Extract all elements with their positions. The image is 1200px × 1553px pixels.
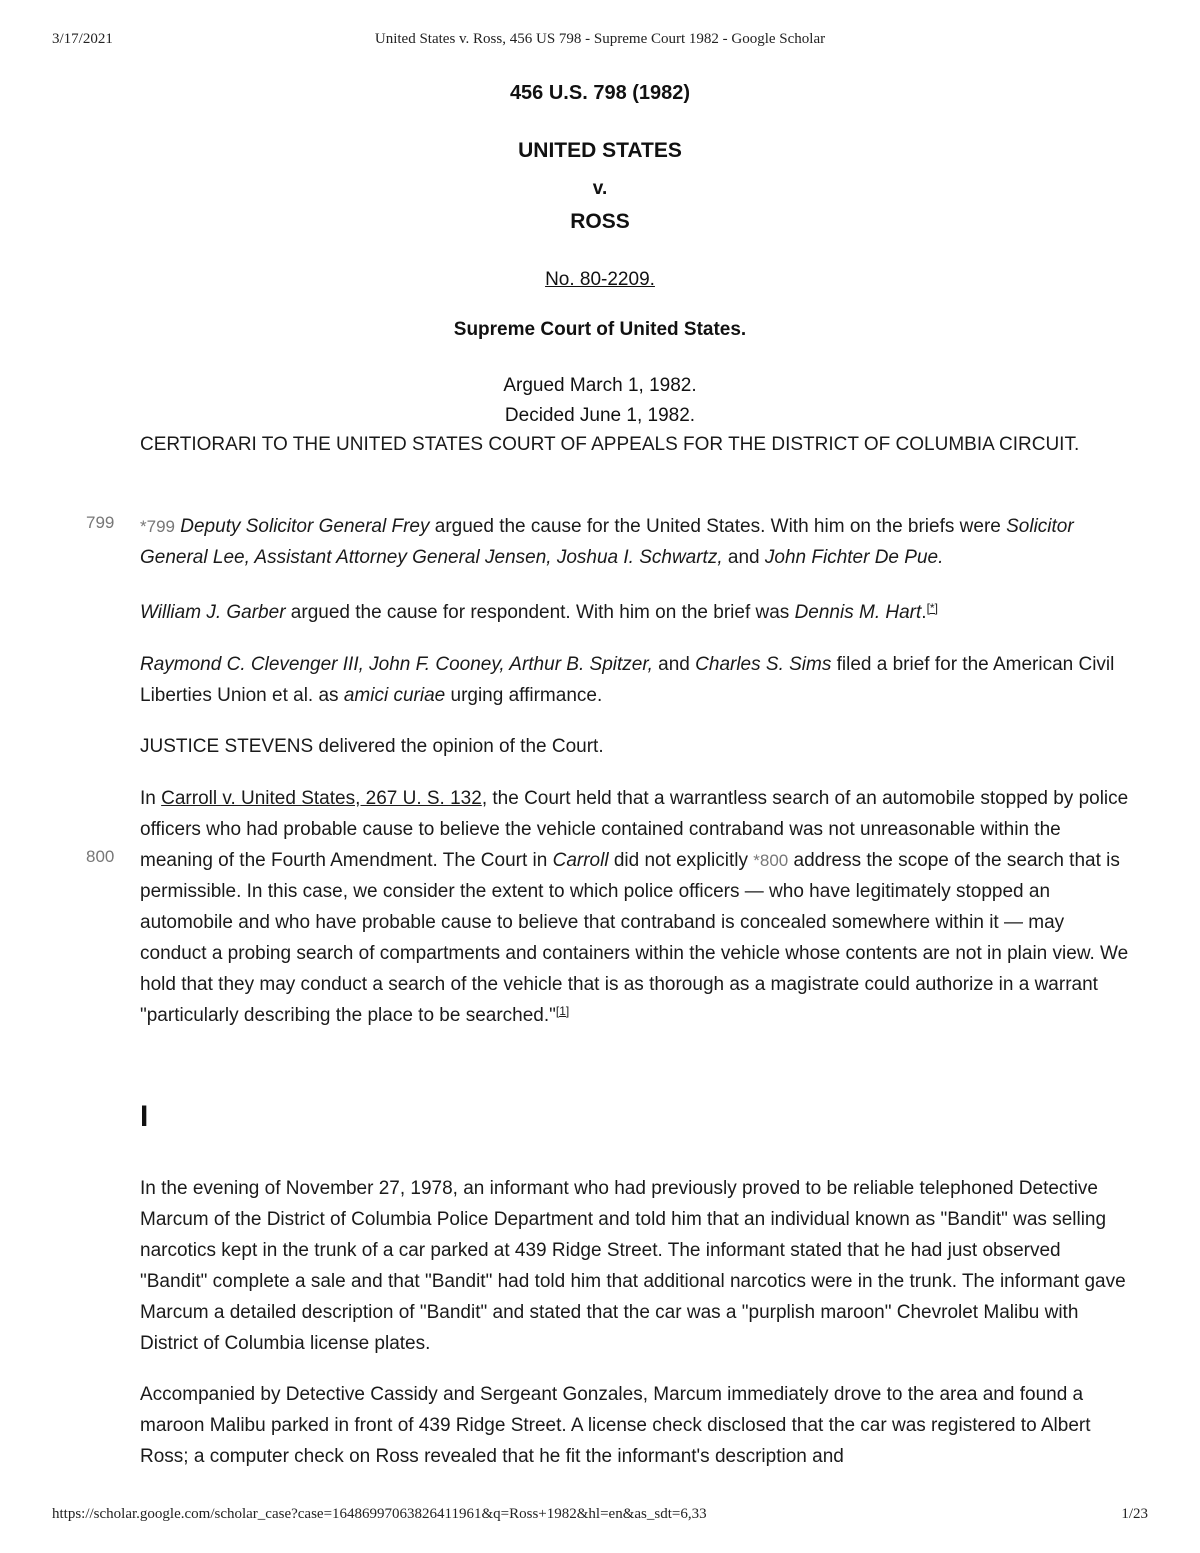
paragraph-text: argued the cause for the United States. With him on the briefs were [429,516,1007,537]
star-page-800: *800 [753,851,789,870]
paragraph-facts-1: In the evening of November 27, 1978, an informant who had previously proved to be reliable telephoned Detective Marcum of the District of Columbia Police Department and told him that an individual known as "Bandit" was selling narcotics kept in the trunk of a car parked at 439 Ridge Street. The informant stated that he had just observed "Bandit" complete a sale and that "Bandit" had told him that additional narcotics were in the trunk. The informant gave Marcum a detailed description of "Bandit" and stated that the car was a "purplish maroon" Chevrolet Malibu with District of Columbia license plates. [140,1178,1126,1354]
counsel-name: Deputy Solicitor General Frey [180,516,430,537]
margin-page-800: 800 [86,847,115,866]
paragraph-facts-2: Accompanied by Detective Cassidy and Sergeant Gonzales, Marcum immediately drove to the area and found a maroon Malibu parked in front of 439 Ridge Street. A license check disclosed that the car was registered to Albert Ross; a computer check on Ross revealed that he fit the informant's description and [140,1384,1091,1467]
counsel-name: Dennis M. Hart [794,602,922,623]
case-link-carroll[interactable]: Carroll v. United States, 267 U. S. 132 [161,788,482,809]
case-citation: 456 U.S. 798 (1982) [509,82,691,104]
paragraph-text: address the scope of the search that is permissible. In this case, we consider the extent to which police officers — who have legitimately stopped an automobile and who have probable cause to believe that contraband is concealed somewhere within it — may conduct a probing search of compartments and containers within the vehicle whose contents are not in plain view. We hold that they may conduct a search of the vehicle that is as thorough as a magistrate could authorize in a warrant "particularly describing the place to be searched." [140,850,1129,1026]
margin-page-799: 799 [86,513,115,532]
docket-link[interactable]: No. 80-2209. [545,269,655,290]
case-name-italic: Carroll [552,850,609,871]
paragraph-text: . [921,602,927,623]
paragraph-carroll [140,783,1130,1031]
paragraph-text: did not explicitly [608,850,754,871]
star-page-799: *799 [140,517,175,536]
docket-number[interactable] [0,269,1200,291]
decided-date: Decided June 1, 1982. [504,405,696,426]
counsel-name: Raymond C. Clevenger III, John F. Cooney, Arthur B. Spitzer, [140,654,653,675]
court-name: Supreme Court of United States. [453,319,747,340]
print-page-number: 1/23 [1121,1506,1148,1522]
certiorari-line: CERTIORARI TO THE UNITED STATES COURT OF APPEALS FOR THE DISTRICT OF COLUMBIA CIRCUIT. [140,434,1080,455]
paragraph-text: filed a brief for the American Civil Liberties Union et al. as [140,654,1115,706]
paragraph-text: , the Court held that a warrantless search of an automobile stopped by police officers who had probable cause to believe the vehicle contained contraband was not unreasonable within the meaning of the Fourth Amendment. The Court in [140,788,1129,871]
paragraph-text: and [652,654,696,675]
paragraph-counsel-respondent [140,597,1130,628]
section-heading: I [140,1100,149,1133]
counsel-name: Charles S. Sims [695,654,832,675]
paragraph-counsel-petitioner [140,511,1130,573]
paragraph-amici [140,649,1130,711]
latin-term: amici curiae [343,685,446,706]
counsel-name: Solicitor General Lee, Assistant Attorney General Jensen, Joshua I. Schwartz, [140,516,1074,568]
counsel-name: John Fichter De Pue. [764,547,944,568]
print-header-title: United States v. Ross, 456 US 798 - Supreme Court 1982 - Google Scholar [374,31,826,47]
counsel-name: William J. Garber [140,602,286,623]
party-petitioner: UNITED STATES [518,139,682,162]
print-date: 3/17/2021 [52,31,113,47]
paragraph-text: argued the cause for respondent. With him on the brief was [285,602,795,623]
footnote-link-1[interactable]: [1] [555,1004,570,1018]
print-footer-url: https://scholar.google.com/scholar_case?case=16486997063826411961&q=Ross+1982&hl=en&as_sdt=6,33 [52,1506,707,1522]
footnote-link-star[interactable]: [*] [926,601,938,615]
paragraph-text: In [140,788,162,809]
versus: v. [592,178,608,199]
paragraph-opinion-author: JUSTICE STEVENS delivered the opinion of the Court. [140,736,604,757]
argued-decided [0,371,1200,431]
party-respondent: ROSS [570,210,630,233]
paragraph-text: urging affirmance. [445,685,603,706]
paragraph-text: and [722,547,765,568]
argued-date: Argued March 1, 1982. [503,375,697,396]
